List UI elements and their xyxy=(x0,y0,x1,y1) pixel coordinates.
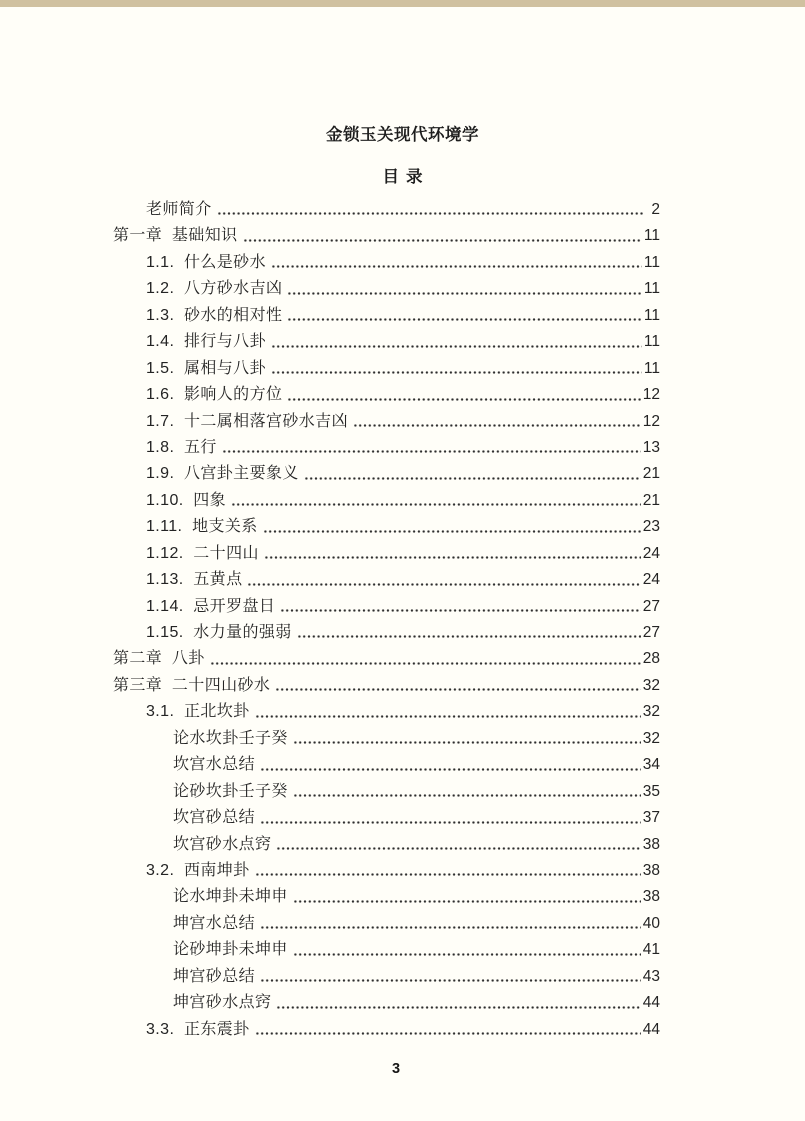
toc-entry xyxy=(113,672,660,698)
toc-leader-dots xyxy=(260,767,641,772)
toc-leader-dots xyxy=(287,397,640,402)
toc-entry xyxy=(113,302,660,328)
toc-entry-page: 28 xyxy=(642,650,660,668)
toc-entry xyxy=(113,619,660,645)
toc-entry-page: 43 xyxy=(642,967,660,985)
toc-entry-label: 第三章 二十四山砂水 xyxy=(113,676,271,694)
toc-entry-page: 11 xyxy=(643,227,660,245)
toc-entry-label: 老师简介 xyxy=(146,201,212,218)
toc-entry-page: 40 xyxy=(642,914,660,932)
toc-entry-page: 21 xyxy=(642,491,660,509)
toc-entry-label: 第二章 八卦 xyxy=(113,650,205,668)
toc-entry-page: 12 xyxy=(642,386,660,404)
toc-entry-label: 1.14. 忌开罗盘日 xyxy=(146,597,276,615)
toc-entry xyxy=(113,936,660,962)
toc-leader-dots xyxy=(255,714,641,719)
toc-leader-dots xyxy=(260,820,641,825)
toc-entry xyxy=(113,778,660,804)
toc-entry xyxy=(113,989,660,1015)
toc-leader-dots xyxy=(297,634,641,639)
toc-entry xyxy=(113,222,660,248)
toc-entry-label: 第一章 基础知识 xyxy=(113,227,238,245)
toc-entry-page: 12 xyxy=(642,412,660,430)
toc-entry-label: 坤宫砂水点窍 xyxy=(173,994,272,1012)
toc-entry-label: 1.7. 十二属相落宫砂水吉凶 xyxy=(146,412,348,430)
toc-entry xyxy=(113,1016,660,1042)
toc-entry xyxy=(113,857,660,883)
toc-leader-dots xyxy=(293,740,641,745)
toc-leader-dots xyxy=(255,1031,641,1036)
toc-leader-dots xyxy=(263,529,641,534)
toc-leader-dots xyxy=(217,211,643,216)
toc-entry xyxy=(113,249,660,275)
toc-entry-page: 38 xyxy=(642,861,660,879)
toc-leader-dots xyxy=(353,423,641,428)
toc-leader-dots xyxy=(304,476,641,481)
toc-entry-label: 坎宫砂总结 xyxy=(173,809,256,827)
toc-entry-label: 1.2. 八方砂水吉凶 xyxy=(146,280,283,298)
toc-leader-dots xyxy=(271,370,642,375)
toc-entry-label: 论砂坤卦未坤申 xyxy=(173,941,288,959)
toc-leader-dots xyxy=(287,291,642,296)
toc-leader-dots xyxy=(247,582,640,587)
toc-leader-dots xyxy=(275,687,640,692)
toc-entry-page: 44 xyxy=(642,1020,660,1038)
toc-leader-dots xyxy=(293,793,641,798)
toc-entry xyxy=(113,910,660,936)
toc-entry xyxy=(113,355,660,381)
toc-entry xyxy=(113,883,660,909)
toc-entry-label: 1.6. 影响人的方位 xyxy=(146,386,283,404)
toc-entry-label: 坤宫水总结 xyxy=(173,914,256,932)
toc-entry-label: 3.3. 正东震卦 xyxy=(146,1020,250,1038)
toc-list xyxy=(113,196,660,1042)
toc-leader-dots xyxy=(260,978,641,983)
toc-entry xyxy=(113,804,660,830)
toc-heading: 目录 xyxy=(382,168,430,186)
toc-entry-label: 论砂坎卦壬子癸 xyxy=(173,782,288,800)
scan-top-edge xyxy=(0,0,805,7)
toc-entry-page: 24 xyxy=(642,544,660,562)
toc-entry-label: 1.10. 四象 xyxy=(146,491,227,509)
toc-entry-page: 44 xyxy=(642,994,660,1012)
toc-entry-page: 41 xyxy=(642,941,660,959)
toc-entry-label: 坤宫砂总结 xyxy=(173,967,256,985)
toc-leader-dots xyxy=(222,449,641,454)
toc-entry-label: 1.9. 八宫卦主要象义 xyxy=(146,465,299,483)
toc-entry xyxy=(113,381,660,407)
toc-leader-dots xyxy=(231,502,641,507)
toc-entry xyxy=(113,751,660,777)
toc-entry-label: 1.5. 属相与八卦 xyxy=(146,359,266,377)
toc-entry-page: 2 xyxy=(651,201,660,218)
toc-entry-label: 3.1. 正北坎卦 xyxy=(146,703,250,721)
toc-entry xyxy=(113,275,660,301)
toc-entry xyxy=(113,408,660,434)
toc-entry-label: 坎宫砂水点窍 xyxy=(173,835,272,853)
toc-entry-label: 1.3. 砂水的相对性 xyxy=(146,306,283,324)
toc-leader-dots xyxy=(210,661,641,666)
toc-entry-page: 11 xyxy=(643,333,660,351)
toc-entry-page: 24 xyxy=(642,571,660,589)
toc-entry xyxy=(113,434,660,460)
toc-entry-page: 38 xyxy=(642,835,660,853)
toc-entry-label: 3.2. 西南坤卦 xyxy=(146,861,250,879)
toc-entry-label: 论水坤卦未坤申 xyxy=(173,888,288,906)
toc-entry xyxy=(113,698,660,724)
toc-leader-dots xyxy=(293,899,641,904)
toc-leader-dots xyxy=(243,238,642,243)
toc-leader-dots xyxy=(255,872,641,877)
toc-leader-dots xyxy=(280,608,640,613)
toc-entry-page: 38 xyxy=(642,888,660,906)
toc-entry xyxy=(113,963,660,989)
toc-leader-dots xyxy=(260,925,641,930)
toc-entry-label: 1.13. 五黄点 xyxy=(146,571,243,589)
toc-entry-page: 34 xyxy=(642,756,660,774)
toc-entry-page: 35 xyxy=(642,782,660,800)
toc-leader-dots xyxy=(276,846,640,851)
toc-leader-dots xyxy=(271,344,642,349)
toc-entry-page: 11 xyxy=(643,253,660,271)
footer-page-number: 3 xyxy=(391,1061,401,1077)
toc-leader-dots xyxy=(264,555,641,560)
toc-leader-dots xyxy=(287,317,642,322)
toc-entry-page: 21 xyxy=(642,465,660,483)
toc-entry-label: 1.15. 水力量的强弱 xyxy=(146,624,292,641)
toc-entry xyxy=(113,487,660,513)
toc-entry-label: 1.4. 排行与八卦 xyxy=(146,333,266,351)
toc-entry-page: 23 xyxy=(642,518,660,536)
toc-entry xyxy=(113,196,660,222)
toc-entry-page: 32 xyxy=(642,703,660,721)
toc-entry xyxy=(113,328,660,354)
toc-leader-dots xyxy=(276,1005,640,1010)
toc-entry xyxy=(113,725,660,751)
toc-entry-page: 11 xyxy=(643,306,660,324)
toc-entry-page: 27 xyxy=(642,624,660,641)
toc-entry xyxy=(113,460,660,486)
toc-entry xyxy=(113,513,660,539)
toc-entry-label: 1.12. 二十四山 xyxy=(146,544,259,562)
toc-entry-page: 11 xyxy=(643,359,660,377)
toc-entry-page: 32 xyxy=(642,729,660,747)
toc-entry-label: 论水坎卦壬子癸 xyxy=(173,729,288,747)
toc-entry-label: 1.8. 五行 xyxy=(146,438,217,456)
toc-entry-label: 1.1. 什么是砂水 xyxy=(146,253,266,271)
toc-leader-dots xyxy=(293,952,641,957)
toc-entry-label: 1.11. 地支关系 xyxy=(146,518,258,536)
toc-entry xyxy=(113,593,660,619)
toc-leader-dots xyxy=(271,264,642,269)
book-title: 金锁玉关现代环境学 xyxy=(326,126,479,144)
toc-entry-page: 13 xyxy=(642,438,660,456)
toc-entry-page: 32 xyxy=(642,676,660,694)
toc-entry xyxy=(113,566,660,592)
toc-entry-page: 11 xyxy=(643,280,660,298)
toc-entry xyxy=(113,831,660,857)
toc-entry-label: 坎宫水总结 xyxy=(173,756,256,774)
toc-entry-page: 37 xyxy=(642,809,660,827)
toc-entry xyxy=(113,540,660,566)
toc-entry xyxy=(113,645,660,671)
toc-entry-page: 27 xyxy=(642,597,660,615)
